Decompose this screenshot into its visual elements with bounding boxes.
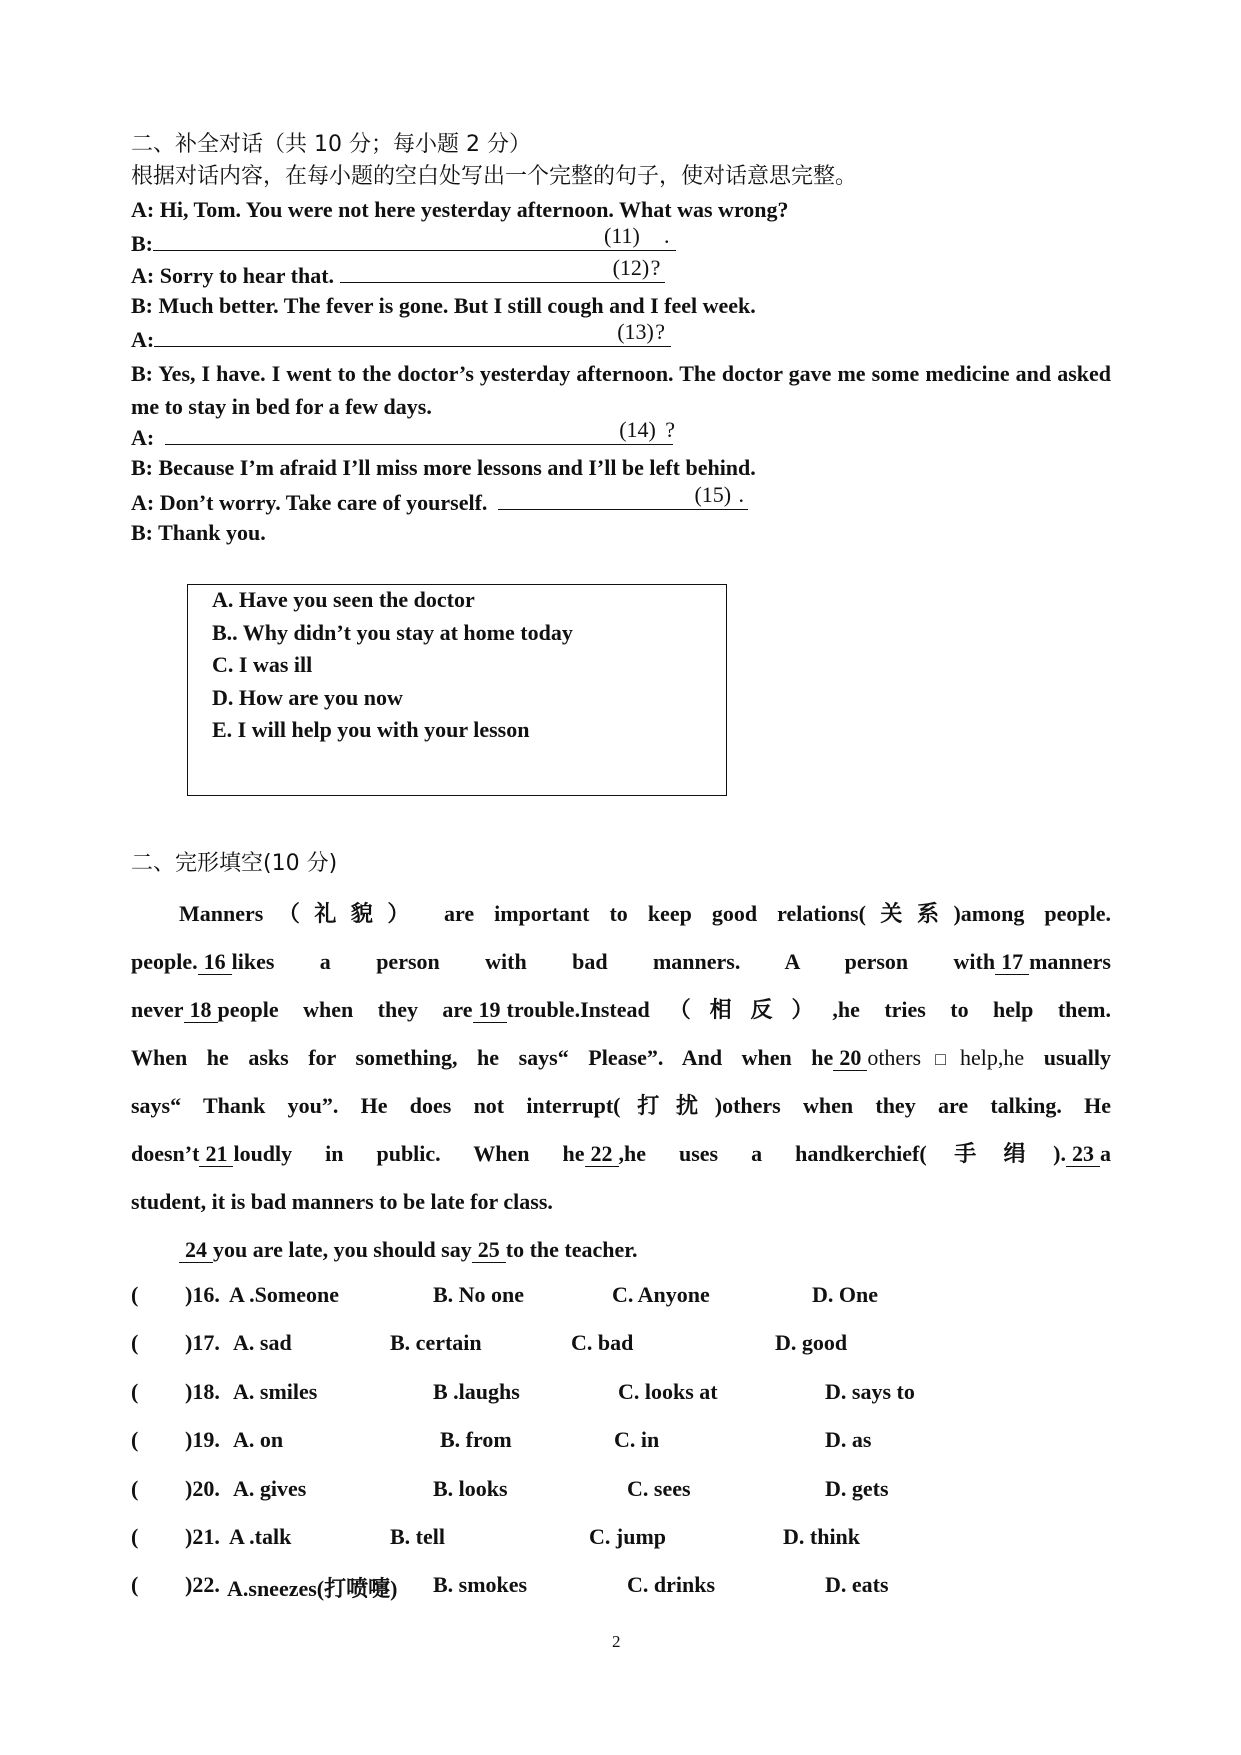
missing-glyph-icon: □ (921, 1049, 961, 1069)
choice-a[interactable]: A. sad (233, 1330, 292, 1355)
blank-number: (12) (612, 255, 650, 280)
passage-text: Manners（礼貌） are important to keep good relations(关系)among people. (179, 901, 1111, 926)
cloze-blank-24[interactable]: 24 (179, 1237, 213, 1263)
choice-d[interactable]: D. eats (825, 1572, 889, 1597)
cloze-blank-20[interactable]: 20 (833, 1045, 867, 1071)
page-number: 2 (612, 1632, 621, 1651)
speaker-label: A: (131, 425, 155, 450)
cloze-passage-line-8 (179, 1234, 1159, 1266)
answer-paren[interactable]: ( (131, 1572, 139, 1597)
answer-paren[interactable]: ( (131, 1330, 139, 1355)
question-number: )20. (185, 1476, 220, 1501)
cloze-blank-19[interactable]: 19 (473, 997, 507, 1023)
answer-paren[interactable]: ( (131, 1524, 139, 1549)
answer-blank-13[interactable] (154, 319, 671, 347)
dialogue-text: A: Sorry to hear that. (131, 263, 335, 288)
choice-a[interactable]: A. on (233, 1427, 284, 1452)
blank-punct: ? (650, 255, 661, 280)
cloze-blank-22[interactable]: 22 (585, 1141, 619, 1167)
dialogue-options-box (187, 584, 727, 796)
passage-text: help,he (960, 1045, 1025, 1070)
option-a: A. Have you seen the doctor (212, 587, 475, 612)
cloze-blank-23[interactable]: 23 (1066, 1141, 1100, 1167)
dialogue-text: A: Don’t worry. Take care of yourself. (131, 490, 488, 515)
choice-d[interactable]: D. good (775, 1330, 848, 1355)
dialogue-line-2 (131, 223, 676, 258)
choice-c[interactable]: C. in (614, 1427, 660, 1452)
answer-blank-14[interactable] (165, 417, 675, 445)
answer-paren[interactable]: ( (131, 1379, 139, 1404)
question-number: )19. (185, 1427, 220, 1452)
blank-number: (13) (617, 319, 654, 344)
choice-d[interactable]: D. gets (825, 1476, 889, 1501)
cloze-section-title: 二、完形填空(10 分) (131, 851, 338, 876)
dialogue-line-5 (131, 319, 671, 354)
answer-paren[interactable]: ( (131, 1427, 139, 1452)
choice-c[interactable]: C. bad (571, 1330, 634, 1355)
passage-text: ,he uses a handkerchief(手绢). (618, 1141, 1066, 1166)
choice-a[interactable]: A .Someone (229, 1282, 339, 1307)
question-number: )16. (185, 1282, 220, 1307)
blank-punct: . (738, 482, 744, 507)
choice-c[interactable]: C. sees (627, 1476, 691, 1501)
option-d: D. How are you now (212, 685, 403, 710)
blank-punct: ? (665, 417, 675, 442)
cloze-blank-25[interactable]: 25 (472, 1237, 506, 1263)
cloze-passage-line-7: student, it is bad manners to be late for class. (131, 1189, 553, 1214)
choice-d[interactable]: D. says to (825, 1379, 915, 1404)
dialogue-line-6: B: Yes, I have. I went to the doctor’s yesterday afternoon. The doctor gave me some medicine and asked me to stay in bed for a few days. (131, 361, 1111, 419)
answer-paren[interactable]: ( (131, 1476, 139, 1501)
blank-number: (15) (694, 482, 732, 507)
option-c: C. I was ill (212, 652, 313, 677)
option-b: B.. Why didn’t you stay at home today (212, 620, 573, 645)
choice-c[interactable]: C. drinks (627, 1572, 716, 1597)
choice-b[interactable]: B. certain (390, 1330, 482, 1355)
choice-a[interactable]: A .talk (229, 1524, 292, 1549)
question-number: )21. (185, 1524, 220, 1549)
passage-text: to the teacher. (505, 1237, 638, 1262)
dialogue-line-4: B: Much better. The fever is gone. But I still cough and I feel week. (131, 293, 756, 318)
choice-b[interactable]: B. smokes (433, 1572, 528, 1597)
cloze-passage-line-4: When he asks for something, he says“ Please”. And when he 20 others□help,he usually (131, 1045, 1112, 1070)
choice-c[interactable]: C. Anyone (612, 1282, 710, 1307)
dialogue-section-title: 二、补全对话（共 10 分；每小题 2 分） (131, 132, 531, 157)
answer-blank-11[interactable] (153, 223, 676, 251)
blank-punct: ? (655, 319, 665, 344)
option-e: E. I will help you with your lesson (212, 717, 530, 742)
choice-d[interactable]: D. One (812, 1282, 878, 1307)
passage-text: you are late, you should say (213, 1237, 472, 1262)
choice-b[interactable]: B. No one (433, 1282, 525, 1307)
blank-punct: . (664, 223, 670, 248)
blank-number: (11) (604, 223, 640, 248)
answer-paren[interactable]: ( (131, 1282, 139, 1307)
dialogue-line-7 (131, 417, 675, 452)
cloze-passage-line-5: says“ Thank you”. He does not interrupt(打扰)others when they are talking. He (131, 1093, 1111, 1118)
cloze-passage-line-3: never 18 people when they are 19 trouble.Instead（相反）,he tries to help them. (131, 997, 1111, 1022)
choice-a[interactable]: A. gives (233, 1476, 307, 1501)
choice-b[interactable]: B. tell (390, 1524, 445, 1549)
choice-d[interactable]: D. as (825, 1427, 872, 1452)
passage-text: likes a person with bad manners. A person with (231, 949, 996, 974)
dialogue-line-1: A: Hi, Tom. You were not here yesterday afternoon. What was wrong? (131, 197, 789, 222)
dialogue-line-9 (131, 482, 748, 517)
choice-a[interactable]: A. smiles (233, 1379, 318, 1404)
question-number: )18. (185, 1379, 220, 1404)
blank-number: (14) (619, 417, 656, 442)
choice-b[interactable]: B .laughs (433, 1379, 520, 1404)
answer-blank-12[interactable] (340, 255, 665, 283)
speaker-label: A: (131, 327, 155, 352)
choice-d[interactable]: D. think (783, 1524, 861, 1549)
choice-c[interactable]: C. looks at (618, 1379, 718, 1404)
cloze-blank-17[interactable]: 17 (995, 949, 1029, 975)
speaker-label: B: (131, 231, 153, 256)
dialogue-line-10: B: Thank you. (131, 520, 266, 545)
question-number: )17. (185, 1330, 220, 1355)
choice-b[interactable]: B. looks (433, 1476, 508, 1501)
cloze-passage-line-2: people. 16 likes a person with bad manners. A person with 17 manners (131, 949, 1111, 974)
cloze-blank-16[interactable]: 16 (198, 949, 232, 975)
cloze-passage-line-1 (131, 898, 1111, 930)
choice-c[interactable]: C. jump (589, 1524, 667, 1549)
cloze-blank-18[interactable]: 18 (184, 997, 218, 1023)
dialogue-line-8: B: Because I’m afraid I’ll miss more lessons and I’ll be left behind. (131, 455, 756, 480)
answer-blank-15[interactable] (498, 482, 748, 510)
question-number: )22. (185, 1572, 220, 1597)
dialogue-line-3 (131, 255, 665, 290)
dialogue-instruction: 根据对话内容，在每小题的空白处写出一个完整的句子，使对话意思完整。 (131, 164, 858, 189)
cloze-blank-21[interactable]: 21 (199, 1141, 233, 1167)
cloze-passage-line-6: doesn’t 21 loudly in public. When he 22 ,he uses a handkerchief(手绢). 23 a (131, 1141, 1111, 1166)
passage-text: loudly in public. When he (233, 1141, 585, 1166)
passage-text: others (867, 1045, 922, 1070)
choice-b[interactable]: B. from (440, 1427, 512, 1452)
choice-a[interactable]: A.sneezes(打喷嚏) (227, 1576, 398, 1601)
